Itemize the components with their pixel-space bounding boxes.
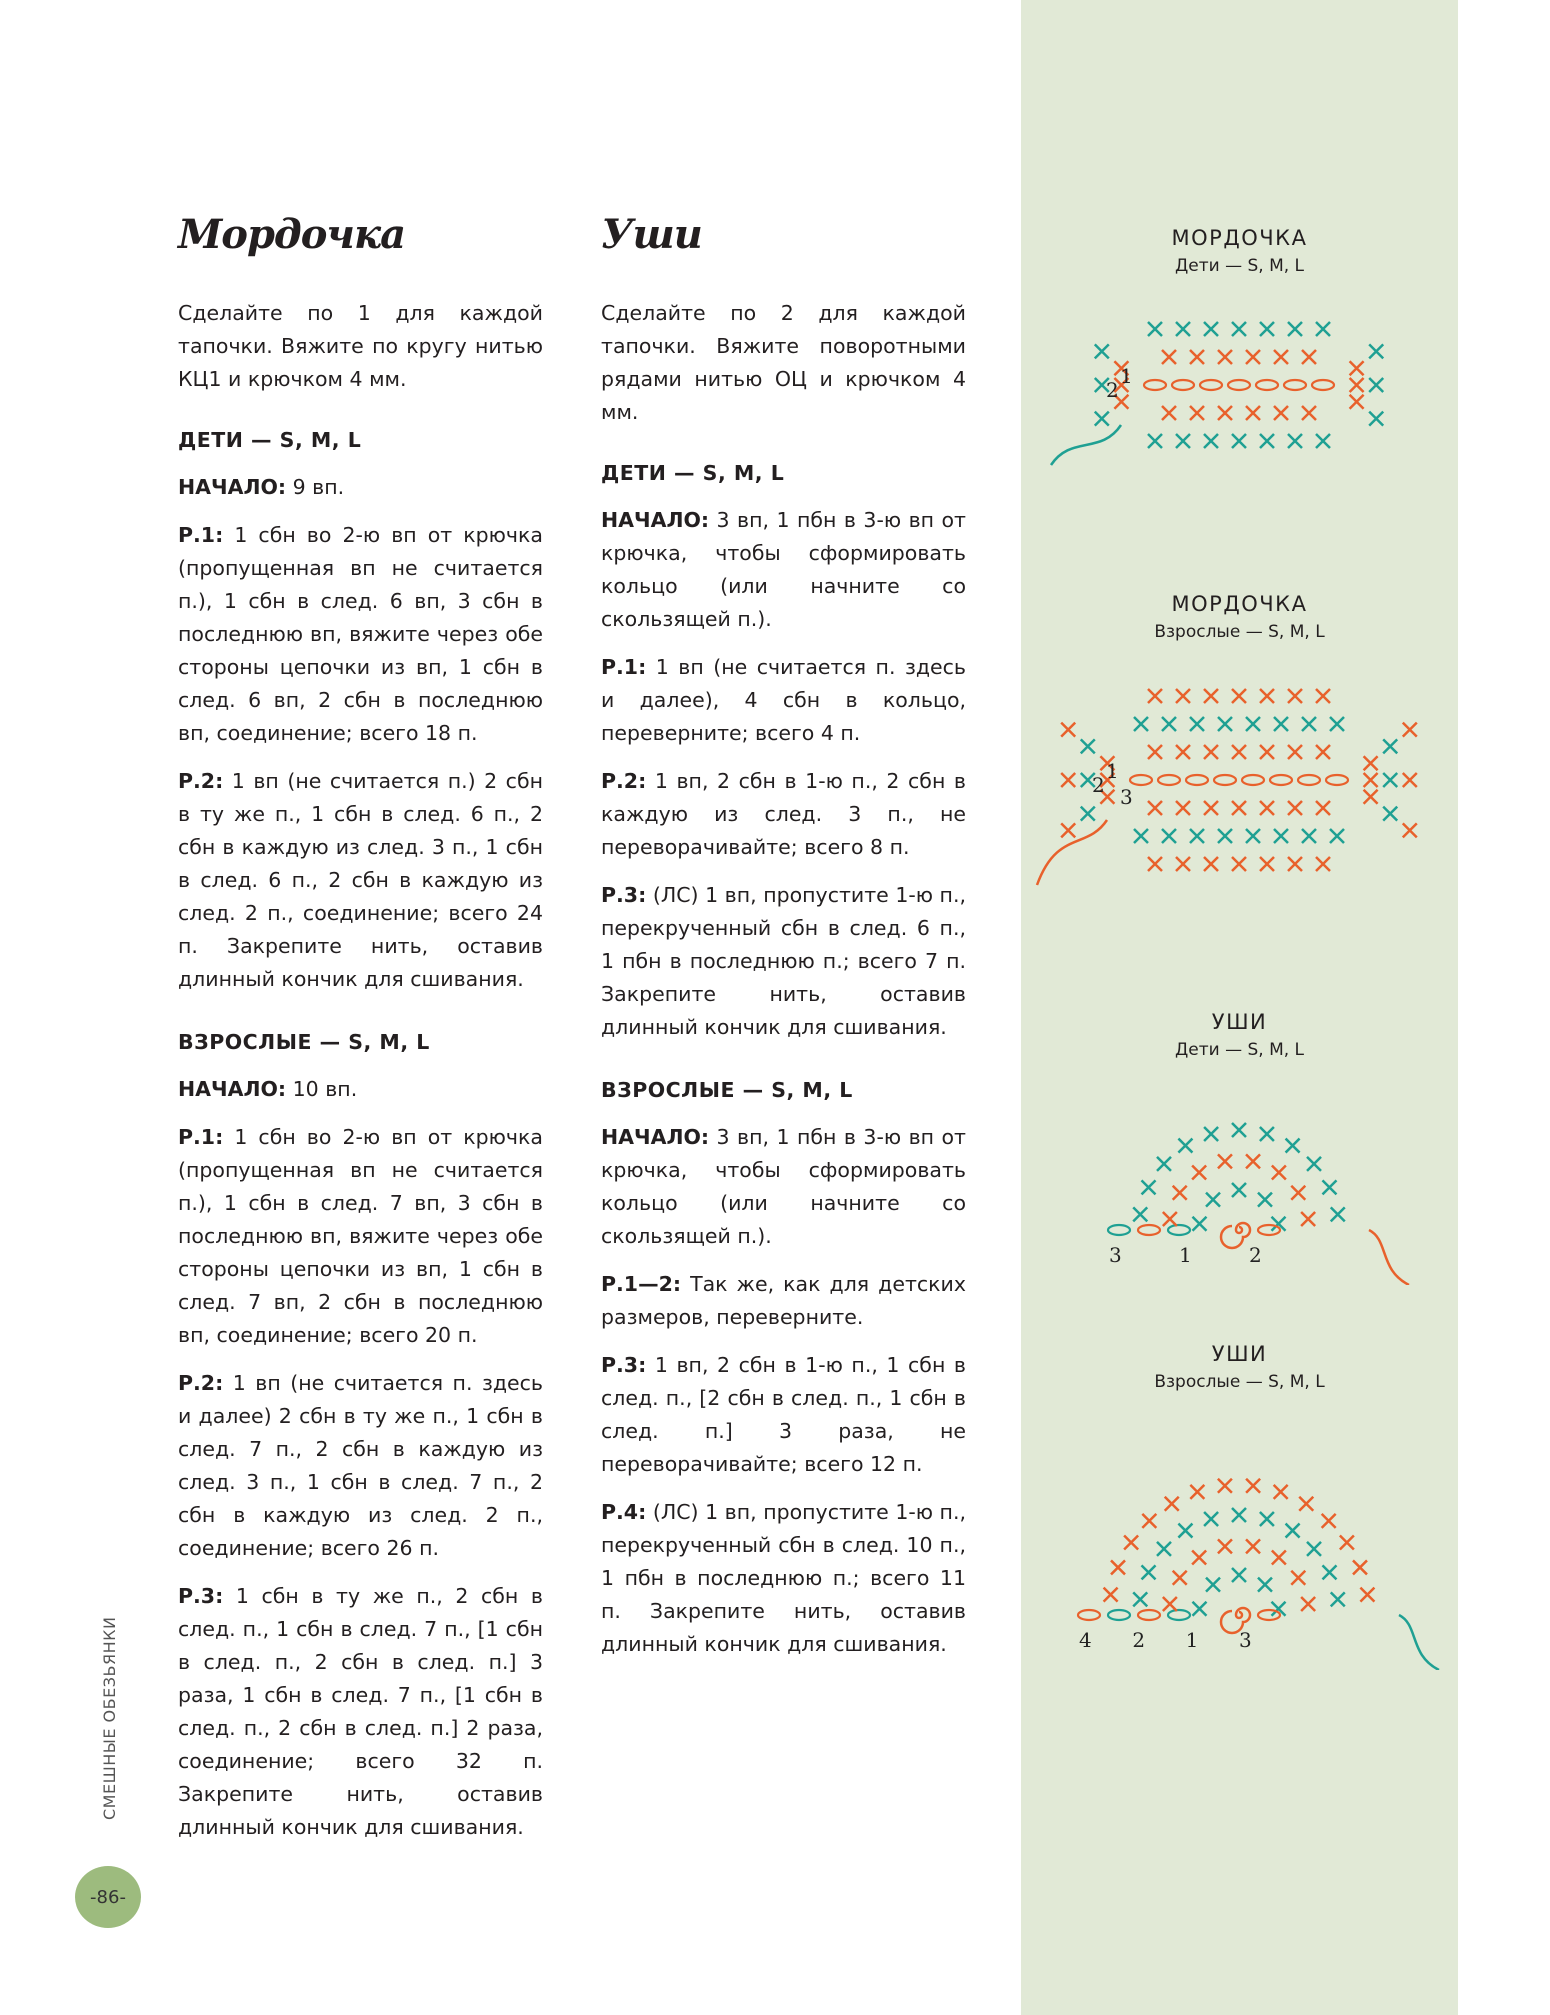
single-crochet-symbol: [1316, 857, 1330, 871]
instruction-row: [601, 504, 966, 636]
row-label: Р.1:: [178, 1125, 224, 1149]
single-crochet-symbol: [1246, 350, 1260, 364]
stitch-number-label: 1: [1185, 1628, 1199, 1652]
diagram-subtitle: Дети — S, M, L: [1174, 256, 1305, 276]
single-crochet-symbol: [1192, 1165, 1206, 1179]
single-crochet-symbol: [1383, 739, 1397, 753]
stitch-number-label: 1: [1106, 759, 1119, 783]
chain-stitch-symbol: [1270, 775, 1292, 785]
row-label: НАЧАЛО:: [178, 475, 287, 499]
single-crochet-symbol: [1246, 406, 1260, 420]
single-crochet-symbol: [1163, 1212, 1177, 1226]
diagram-subtitle: Дети — S, M, L: [1174, 1040, 1305, 1060]
size-heading: ВЗРОСЛЫЕ — S, M, L: [178, 1030, 430, 1054]
row-label: Р.3:: [178, 1584, 224, 1608]
row-text: 1 вп, 2 сбн в 1-ю п., 2 сбн в каждую из след. 3 п., не переворачивайте; всего 8 п.: [601, 769, 966, 859]
row-text: (ЛС) 1 вп, пропустите 1-ю п., перекрученный сбн в след. 10 п., 1 пбн в последнюю п.; всего 11 п. Закрепите нить, оставив длинный кончик для сшивания.: [601, 1500, 966, 1656]
row-label: НАЧАЛО:: [601, 508, 710, 532]
single-crochet-symbol: [1218, 717, 1232, 731]
diagram-title: УШИ: [1211, 1010, 1268, 1034]
single-crochet-symbol: [1232, 857, 1246, 871]
single-crochet-symbol: [1260, 1512, 1274, 1526]
single-crochet-symbol: [1369, 344, 1383, 358]
single-crochet-symbol: [1286, 1139, 1300, 1153]
single-crochet-symbol: [1403, 773, 1417, 787]
single-crochet-symbol: [1142, 1514, 1156, 1528]
single-crochet-symbol: [1176, 745, 1190, 759]
single-crochet-symbol: [1331, 1592, 1345, 1606]
chain-stitch-symbol: [1138, 1610, 1160, 1620]
single-crochet-symbol: [1258, 1578, 1272, 1592]
single-crochet-symbol: [1316, 745, 1330, 759]
single-crochet-symbol: [1403, 823, 1417, 837]
chain-stitch-symbol: [1242, 775, 1264, 785]
chain-stitch-symbol: [1158, 775, 1180, 785]
muzzle-adults-diagram: [1021, 670, 1458, 900]
single-crochet-symbol: [1331, 1207, 1345, 1221]
row-label: Р.2:: [178, 769, 224, 793]
single-crochet-symbol: [1260, 745, 1274, 759]
diagram-title: МОРДОЧКА: [1171, 226, 1308, 250]
single-crochet-symbol: [1246, 717, 1260, 731]
row-label: Р.1:: [178, 523, 224, 547]
instruction-row: [178, 1367, 543, 1565]
single-crochet-symbol: [1286, 1524, 1300, 1538]
single-crochet-symbol: [1360, 1588, 1374, 1602]
single-crochet-symbol: [1148, 857, 1162, 871]
single-crochet-symbol: [1232, 689, 1246, 703]
row-label: Р.2:: [601, 769, 647, 793]
chain-stitch-symbol: [1214, 775, 1236, 785]
single-crochet-symbol: [1163, 1597, 1177, 1611]
single-crochet-symbol: [1353, 1560, 1367, 1574]
single-crochet-symbol: [1260, 689, 1274, 703]
chain-stitch-symbol: [1108, 1225, 1130, 1235]
single-crochet-symbol: [1364, 756, 1378, 770]
single-crochet-symbol: [1162, 717, 1176, 731]
row-text: 1 сбн во 2-ю вп от крючка (пропущенная вп не считается п.), 1 сбн в след. 7 вп, 3 сбн в последнюю вп, вяжите через обе стороны цепочки из вп, 1 сбн в след. 7 вп, 2 сбн в последнюю вп, соединение; всего 20 п.: [178, 1125, 543, 1347]
row-text: 1 вп (не считается п. здесь и далее) 2 сбн в ту же п., 1 сбн в след. 7 п., 2 сбн в каждую из след. 3 п., 1 сбн в след. 7 п., 2 сбн в каждую из след. 2 п., соединение; всего 26 п.: [178, 1371, 543, 1560]
diagram-title: МОРДОЧКА: [1171, 592, 1308, 616]
single-crochet-symbol: [1133, 1207, 1147, 1221]
single-crochet-symbol: [1204, 745, 1218, 759]
stitch-number-label: 1: [1120, 364, 1133, 388]
chain-stitch-symbol: [1168, 1610, 1190, 1620]
instruction-row: [178, 1121, 543, 1352]
single-crochet-symbol: [1369, 378, 1383, 392]
single-crochet-symbol: [1190, 1485, 1204, 1499]
single-crochet-symbol: [1173, 1571, 1187, 1585]
single-crochet-symbol: [1288, 857, 1302, 871]
row-text: 1 вп, 2 сбн в 1-ю п., 1 сбн в след. п., [2 сбн в след. п., 1 сбн в след. п.] 3 раза, не переворачивайте; всего 12 п.: [601, 1353, 966, 1476]
single-crochet-symbol: [1176, 801, 1190, 815]
chain-stitch-symbol: [1298, 775, 1320, 785]
intro-text: Сделайте по 2 для каждой тапочки. Вяжите поворотными рядами нитью ОЦ и крючком 4 мм.: [601, 301, 966, 424]
chain-stitch-symbol: [1258, 1225, 1280, 1235]
single-crochet-symbol: [1288, 745, 1302, 759]
single-crochet-symbol: [1176, 689, 1190, 703]
single-crochet-symbol: [1176, 434, 1190, 448]
diagram-title: УШИ: [1211, 1342, 1268, 1366]
single-crochet-symbol: [1134, 829, 1148, 843]
ears-adults-diagram: [1021, 1420, 1458, 1670]
single-crochet-symbol: [1383, 807, 1397, 821]
row-text: 1 сбн в ту же п., 2 сбн в след. п., 1 сбн в след. 7 п., [1 сбн в след. п., 2 сбн в след. п.] 3 раза, 1 сбн в след. 7 п., [1 сбн в след. п., 2 сбн в след. п.] 2 раза, соединение; всего 32 п. Закрепите нить, оставив длинный кончик для сшивания.: [178, 1584, 543, 1839]
single-crochet-symbol: [1204, 322, 1218, 336]
single-crochet-symbol: [1316, 689, 1330, 703]
single-crochet-symbol: [1316, 801, 1330, 815]
single-crochet-symbol: [1081, 739, 1095, 753]
single-crochet-symbol: [1364, 790, 1378, 804]
single-crochet-symbol: [1232, 1123, 1246, 1137]
single-crochet-symbol: [1274, 717, 1288, 731]
single-crochet-symbol: [1274, 350, 1288, 364]
row-label: Р.2:: [178, 1371, 224, 1395]
section-title: Уши: [601, 211, 702, 258]
single-crochet-symbol: [1246, 1539, 1260, 1553]
stitch-number-label: 4: [1079, 1628, 1092, 1652]
single-crochet-symbol: [1232, 322, 1246, 336]
single-crochet-symbol: [1260, 1127, 1274, 1141]
section-name-vertical: СМЕШНЫЕ ОБЕЗЬЯНКИ: [100, 1616, 119, 1820]
single-crochet-symbol: [1204, 1512, 1218, 1526]
row-text: (ЛС) 1 вп, пропустите 1-ю п., перекрученный сбн в след. 6 п., 1 пбн в последнюю п.; всего 7 п. Закрепите нить, оставив длинный кончик для сшивания.: [601, 883, 966, 1039]
single-crochet-symbol: [1369, 412, 1383, 426]
single-crochet-symbol: [1204, 857, 1218, 871]
single-crochet-symbol: [1307, 1157, 1321, 1171]
chain-stitch-symbol: [1228, 380, 1250, 390]
single-crochet-symbol: [1190, 350, 1204, 364]
chain-stitch-symbol: [1138, 1225, 1160, 1235]
single-crochet-symbol: [1302, 406, 1316, 420]
chain-stitch-symbol: [1200, 380, 1222, 390]
single-crochet-symbol: [1061, 723, 1075, 737]
size-heading: ДЕТИ — S, M, L: [178, 428, 362, 452]
diagram-subtitle: Взрослые — S, M, L: [1154, 622, 1325, 642]
yarn-tail: [1369, 1230, 1409, 1285]
yarn-tail: [1051, 425, 1121, 465]
single-crochet-symbol: [1173, 1186, 1187, 1200]
muzzle-column: [178, 205, 543, 1859]
single-crochet-symbol: [1206, 1578, 1220, 1592]
single-crochet-symbol: [1301, 1597, 1315, 1611]
row-label: Р.4:: [601, 1500, 647, 1524]
chain-stitch-symbol: [1078, 1610, 1100, 1620]
section-title: Мордочка: [178, 211, 405, 258]
single-crochet-symbol: [1218, 829, 1232, 843]
single-crochet-symbol: [1148, 801, 1162, 815]
size-heading: ДЕТИ — S, M, L: [601, 461, 785, 485]
single-crochet-symbol: [1260, 434, 1274, 448]
single-crochet-symbol: [1322, 1180, 1336, 1194]
row-label: НАЧАЛО:: [601, 1125, 710, 1149]
single-crochet-symbol: [1232, 801, 1246, 815]
single-crochet-symbol: [1330, 717, 1344, 731]
single-crochet-symbol: [1081, 807, 1095, 821]
single-crochet-symbol: [1111, 1560, 1125, 1574]
single-crochet-symbol: [1218, 1479, 1232, 1493]
stitch-number-label: 3: [1239, 1628, 1252, 1652]
stitch-number-label: 2: [1249, 1243, 1262, 1267]
single-crochet-symbol: [1142, 1180, 1156, 1194]
chain-stitch-symbol: [1284, 380, 1306, 390]
chain-stitch-symbol: [1168, 1225, 1190, 1235]
size-heading: ВЗРОСЛЫЕ — S, M, L: [601, 1078, 853, 1102]
instruction-row: [601, 651, 966, 750]
chain-stitch-symbol: [1144, 380, 1166, 390]
row-text: 1 вп (не считается п. здесь и далее), 4 сбн в кольцо, переверните; всего 4 п.: [601, 655, 966, 745]
ears-kids-diagram: [1021, 1085, 1458, 1285]
single-crochet-symbol: [1190, 406, 1204, 420]
row-label: Р.1:: [601, 655, 647, 679]
single-crochet-symbol: [1192, 1217, 1206, 1231]
single-crochet-symbol: [1258, 1193, 1272, 1207]
instruction-row: [178, 471, 543, 504]
single-crochet-symbol: [1204, 689, 1218, 703]
single-crochet-symbol: [1288, 434, 1302, 448]
single-crochet-symbol: [1260, 322, 1274, 336]
single-crochet-symbol: [1178, 1524, 1192, 1538]
single-crochet-symbol: [1162, 829, 1176, 843]
yarn-tail: [1037, 820, 1107, 885]
single-crochet-symbol: [1232, 745, 1246, 759]
row-text: 1 сбн во 2-ю вп от крючка (пропущенная вп не считается п.), 1 сбн в след. 6 вп, 3 сбн в последнюю вп, вяжите через обе стороны цепочки из вп, 1 сбн в след. 6 вп, 2 сбн в последнюю вп, соединение; всего 18 п.: [178, 523, 543, 745]
row-text: 3 вп, 1 пбн в 3-ю вп от крючка, чтобы сформировать кольцо (или начните со скользящей п.).: [601, 508, 966, 631]
chain-stitch-symbol: [1326, 775, 1348, 785]
single-crochet-symbol: [1246, 1479, 1260, 1493]
row-label: Р.3:: [601, 1353, 647, 1377]
single-crochet-symbol: [1165, 1497, 1179, 1511]
instruction-row: [178, 519, 543, 750]
stitch-number-label: 2: [1132, 1628, 1146, 1652]
single-crochet-symbol: [1350, 361, 1364, 375]
single-crochet-symbol: [1299, 1497, 1313, 1511]
single-crochet-symbol: [1124, 1535, 1138, 1549]
single-crochet-symbol: [1148, 689, 1162, 703]
single-crochet-symbol: [1302, 350, 1316, 364]
single-crochet-symbol: [1148, 745, 1162, 759]
single-crochet-symbol: [1133, 1592, 1147, 1606]
single-crochet-symbol: [1157, 1542, 1171, 1556]
single-crochet-symbol: [1350, 395, 1364, 409]
instruction-row: [601, 1268, 966, 1334]
single-crochet-symbol: [1340, 1535, 1354, 1549]
single-crochet-symbol: [1204, 1127, 1218, 1141]
single-crochet-symbol: [1190, 717, 1204, 731]
single-crochet-symbol: [1061, 773, 1075, 787]
instruction-row: [601, 1349, 966, 1481]
single-crochet-symbol: [1364, 773, 1378, 787]
single-crochet-symbol: [1204, 434, 1218, 448]
single-crochet-symbol: [1246, 1154, 1260, 1168]
single-crochet-symbol: [1322, 1565, 1336, 1579]
single-crochet-symbol: [1104, 1588, 1118, 1602]
instruction-row: [178, 1073, 543, 1106]
single-crochet-symbol: [1272, 1165, 1286, 1179]
intro-text: Сделайте по 1 для каждой тапочки. Вяжите по кругу нитью КЦ1 и крючком 4 мм.: [178, 301, 543, 391]
single-crochet-symbol: [1178, 1139, 1192, 1153]
single-crochet-symbol: [1291, 1571, 1305, 1585]
single-crochet-symbol: [1134, 717, 1148, 731]
single-crochet-symbol: [1176, 857, 1190, 871]
single-crochet-symbol: [1288, 322, 1302, 336]
single-crochet-symbol: [1232, 1508, 1246, 1522]
chain-stitch-symbol: [1186, 775, 1208, 785]
row-label: Р.3:: [601, 883, 647, 907]
single-crochet-symbol: [1192, 1602, 1206, 1616]
chain-stitch-symbol: [1130, 775, 1152, 785]
single-crochet-symbol: [1350, 378, 1364, 392]
row-text: 1 вп (не считается п.) 2 сбн в ту же п., 1 сбн в след. 6 п., 2 сбн в каждую из след. 3 п., 1 сбн в след. 6 п., 2 сбн в каждую из след. 2 п., соединение; всего 24 п. Закрепите нить, оставив длинный кончик для сшивания.: [178, 769, 543, 991]
single-crochet-symbol: [1061, 823, 1075, 837]
single-crochet-symbol: [1403, 723, 1417, 737]
instruction-row: [601, 1121, 966, 1253]
instruction-row: [601, 1496, 966, 1661]
magic-ring-symbol: [1221, 1223, 1250, 1248]
chain-stitch-symbol: [1108, 1610, 1130, 1620]
chain-stitch-symbol: [1258, 1610, 1280, 1620]
single-crochet-symbol: [1218, 1539, 1232, 1553]
single-crochet-symbol: [1218, 350, 1232, 364]
muzzle-kids-diagram: [1021, 300, 1458, 480]
single-crochet-symbol: [1148, 434, 1162, 448]
single-crochet-symbol: [1291, 1186, 1305, 1200]
single-crochet-symbol: [1232, 434, 1246, 448]
row-label: НАЧАЛО:: [178, 1077, 287, 1101]
single-crochet-symbol: [1383, 773, 1397, 787]
row-text: 10 вп.: [286, 1077, 358, 1101]
single-crochet-symbol: [1142, 1565, 1156, 1579]
chain-stitch-symbol: [1172, 380, 1194, 390]
single-crochet-symbol: [1095, 344, 1109, 358]
single-crochet-symbol: [1330, 829, 1344, 843]
single-crochet-symbol: [1316, 322, 1330, 336]
single-crochet-symbol: [1322, 1514, 1336, 1528]
row-label: Р.1—2:: [601, 1272, 682, 1296]
row-text: 9 вп.: [286, 475, 345, 499]
single-crochet-symbol: [1095, 412, 1109, 426]
diagram-subtitle: Взрослые — S, M, L: [1154, 1372, 1325, 1392]
single-crochet-symbol: [1272, 1550, 1286, 1564]
row-text: 3 вп, 1 пбн в 3-ю вп от крючка, чтобы сформировать кольцо (или начните со скользящей п.).: [601, 1125, 966, 1248]
single-crochet-symbol: [1232, 1183, 1246, 1197]
single-crochet-symbol: [1288, 801, 1302, 815]
single-crochet-symbol: [1192, 1550, 1206, 1564]
stitch-number-label: 2: [1092, 773, 1105, 797]
stitch-number-label: 1: [1179, 1243, 1192, 1267]
single-crochet-symbol: [1218, 1154, 1232, 1168]
single-crochet-symbol: [1301, 1212, 1315, 1226]
instruction-row: [178, 765, 543, 996]
row-text: Так же, как для детских размеров, переверните.: [601, 1272, 966, 1329]
instruction-row: [178, 1580, 543, 1844]
stitch-number-label: 2: [1106, 378, 1119, 402]
single-crochet-symbol: [1246, 829, 1260, 843]
single-crochet-symbol: [1302, 717, 1316, 731]
single-crochet-symbol: [1218, 406, 1232, 420]
single-crochet-symbol: [1232, 1568, 1246, 1582]
single-crochet-symbol: [1260, 801, 1274, 815]
single-crochet-symbol: [1316, 434, 1330, 448]
single-crochet-symbol: [1302, 829, 1316, 843]
single-crochet-symbol: [1260, 857, 1274, 871]
single-crochet-symbol: [1288, 689, 1302, 703]
yarn-tail: [1399, 1615, 1439, 1670]
ears-column: [601, 205, 966, 1676]
single-crochet-symbol: [1148, 322, 1162, 336]
single-crochet-symbol: [1274, 829, 1288, 843]
single-crochet-symbol: [1162, 350, 1176, 364]
page-number: -86-: [75, 1866, 141, 1928]
stitch-number-label: 3: [1120, 785, 1133, 809]
chain-stitch-symbol: [1312, 380, 1334, 390]
instruction-row: [601, 879, 966, 1044]
chain-stitch-symbol: [1256, 380, 1278, 390]
single-crochet-symbol: [1162, 406, 1176, 420]
single-crochet-symbol: [1274, 406, 1288, 420]
single-crochet-symbol: [1307, 1542, 1321, 1556]
single-crochet-symbol: [1157, 1157, 1171, 1171]
single-crochet-symbol: [1206, 1193, 1220, 1207]
single-crochet-symbol: [1190, 829, 1204, 843]
instruction-row: [601, 765, 966, 864]
stitch-number-label: 3: [1109, 1243, 1122, 1267]
single-crochet-symbol: [1176, 322, 1190, 336]
single-crochet-symbol: [1274, 1485, 1288, 1499]
single-crochet-symbol: [1204, 801, 1218, 815]
